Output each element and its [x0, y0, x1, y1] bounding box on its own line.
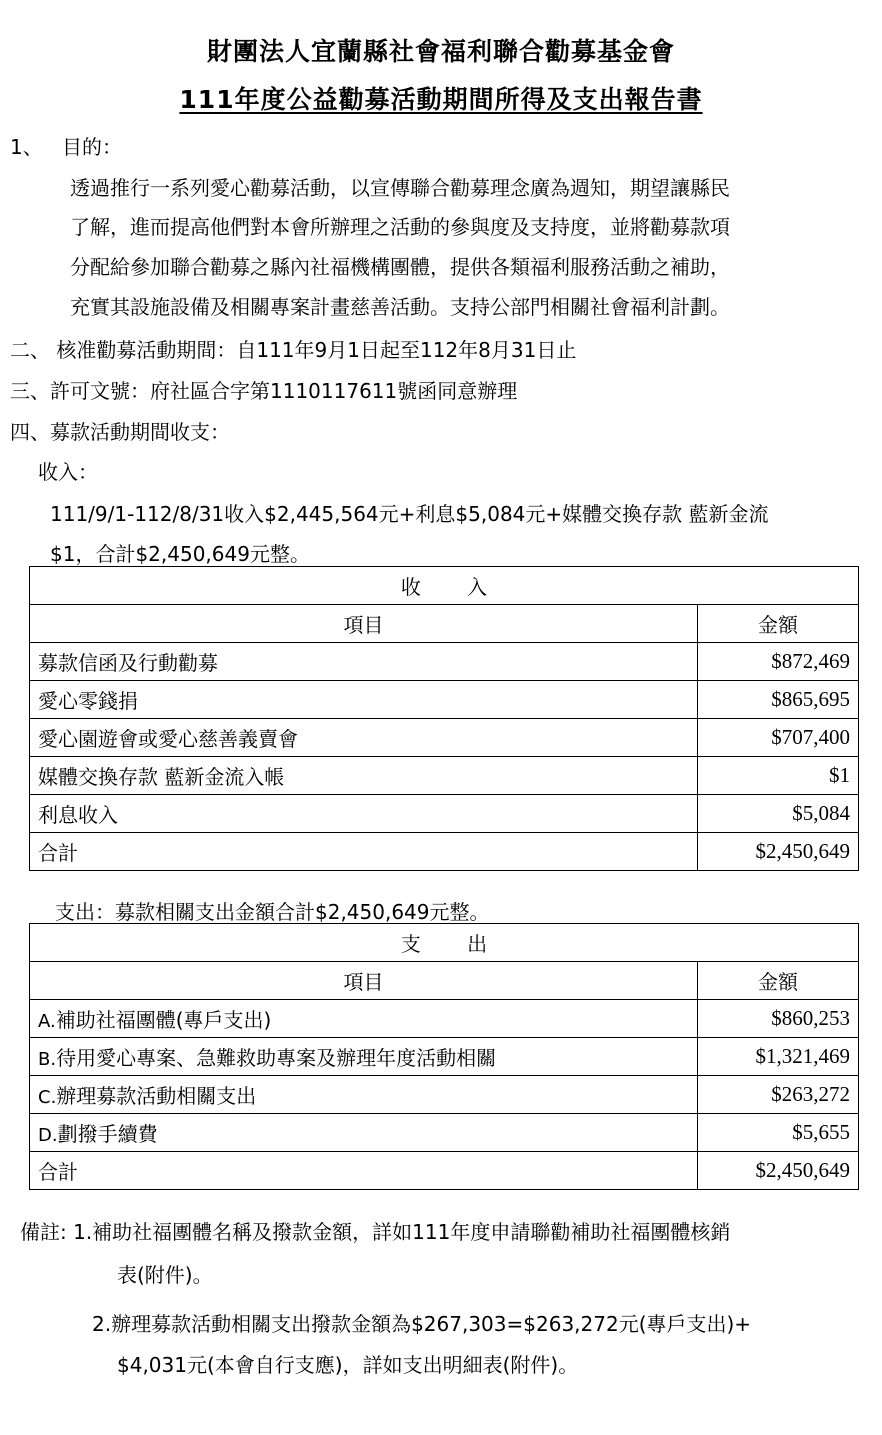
expense-item: [30, 1114, 698, 1152]
income-col-amount: 金額: [698, 605, 859, 643]
note-1-line-1: 備註: 1.補助社福團體名稱及撥款金額，詳如111年度申請聯勸補助社福團體核銷: [20, 1220, 731, 1244]
section-3-permit: 三、許可文號：府社區合字第1110117611號函同意辦理: [10, 379, 518, 403]
purpose-line-4: 充實其設施設備及相關專案計畫慈善活動。支持公部門相關社會福利計劃。: [70, 295, 730, 319]
purpose-line-2: 了解，進而提高他們對本會所辦理之活動的參與度及支持度，並將勸募款項: [70, 215, 730, 239]
section-1-heading: 目的：: [62, 135, 122, 159]
expense-item-letter: D.: [38, 1125, 58, 1146]
expense-item-text: 辦理募款活動相關支出: [56, 1084, 257, 1108]
table-row: [30, 1076, 859, 1114]
expense-amount: $5,655: [698, 1114, 859, 1152]
expense-col-item: 項目: [30, 962, 698, 1000]
expense-item-text: 補助社福團體(專戶支出): [55, 1008, 272, 1032]
income-summary-line-1: 111/9/1-112/8/31收入$2,445,564元+利息$5,084元+媒體交換存款 藍新金流: [50, 502, 769, 526]
expense-summary: 支出：募款相關支出金額合計$2,450,649元整。: [55, 900, 490, 924]
expense-amount: $860,253: [698, 1000, 859, 1038]
expense-total-amount: $2,450,649: [698, 1152, 859, 1190]
expense-item-text: 待用愛心專案、急難救助專案及辦理年度活動相關: [56, 1046, 497, 1070]
table-row: [30, 757, 859, 795]
income-label: 收入：: [38, 460, 98, 484]
income-item: 媒體交換存款 藍新金流入帳: [30, 757, 698, 795]
income-total-row: [30, 833, 859, 871]
expense-item-letter: C.: [38, 1087, 57, 1108]
purpose-line-1: 透過推行一系列愛心勸募活動，以宣傳聯合勸募理念廣為週知，期望讓縣民: [70, 176, 730, 200]
note-2-line-1: 2.辦理募款活動相關支出撥款金額為$267,303=$263,272元(專戶支出)+: [92, 1312, 752, 1336]
note-2-line-2: $4,031元(本會自行支應)，詳如支出明細表(附件)。: [117, 1353, 579, 1377]
income-item: 利息收入: [30, 795, 698, 833]
income-amount: $5,084: [698, 795, 859, 833]
income-table-title: 收 入: [30, 567, 859, 605]
income-summary-line-2: $1，合計$2,450,649元整。: [50, 542, 310, 566]
expense-table-title: 支 出: [30, 924, 859, 962]
purpose-line-3: 分配給參加聯合勸募之縣內社福機構團體，提供各類福利服務活動之補助，: [70, 255, 730, 279]
income-col-item: 項目: [30, 605, 698, 643]
table-row: [30, 643, 859, 681]
income-total-amount: $2,450,649: [698, 833, 859, 871]
section-2-period: 二、 核准勸募活動期間：自111年9月1日起至112年8月31日止: [10, 338, 577, 362]
table-row: [30, 1038, 859, 1076]
income-item: 募款信函及行動勸募: [30, 643, 698, 681]
income-total-label: 合計: [30, 833, 698, 871]
income-table: [29, 566, 859, 871]
table-row: [30, 719, 859, 757]
expense-amount: $263,272: [698, 1076, 859, 1114]
expense-item-text: 劃撥手續費: [57, 1122, 158, 1146]
section-4-heading: 四、募款活動期間收支：: [10, 420, 230, 444]
document-subtitle: 111年度公益勸募活動期間所得及支出報告書: [179, 85, 703, 114]
income-amount: $1: [698, 757, 859, 795]
table-row: [30, 795, 859, 833]
income-item: 愛心園遊會或愛心慈善義賣會: [30, 719, 698, 757]
section-1-label: 1、: [10, 135, 43, 159]
income-amount: $872,469: [698, 643, 859, 681]
expense-total-label: 合計: [30, 1152, 698, 1190]
table-row: [30, 1000, 859, 1038]
document-title: 財團法人宜蘭縣社會福利聯合勸募基金會: [206, 37, 675, 66]
expense-item-letter: A.: [38, 1011, 56, 1032]
income-item: 愛心零錢捐: [30, 681, 698, 719]
income-amount: $707,400: [698, 719, 859, 757]
expense-item: [30, 1000, 698, 1038]
note-1-line-2: 表(附件)。: [117, 1263, 213, 1287]
expense-amount: $1,321,469: [698, 1038, 859, 1076]
table-row: [30, 1114, 859, 1152]
table-row: [30, 681, 859, 719]
expense-total-row: [30, 1152, 859, 1190]
expense-table: [29, 923, 859, 1190]
expense-col-amount: 金額: [698, 962, 859, 1000]
income-amount: $865,695: [698, 681, 859, 719]
expense-item: [30, 1076, 698, 1114]
expense-item-letter: B.: [38, 1049, 57, 1070]
expense-item: [30, 1038, 698, 1076]
